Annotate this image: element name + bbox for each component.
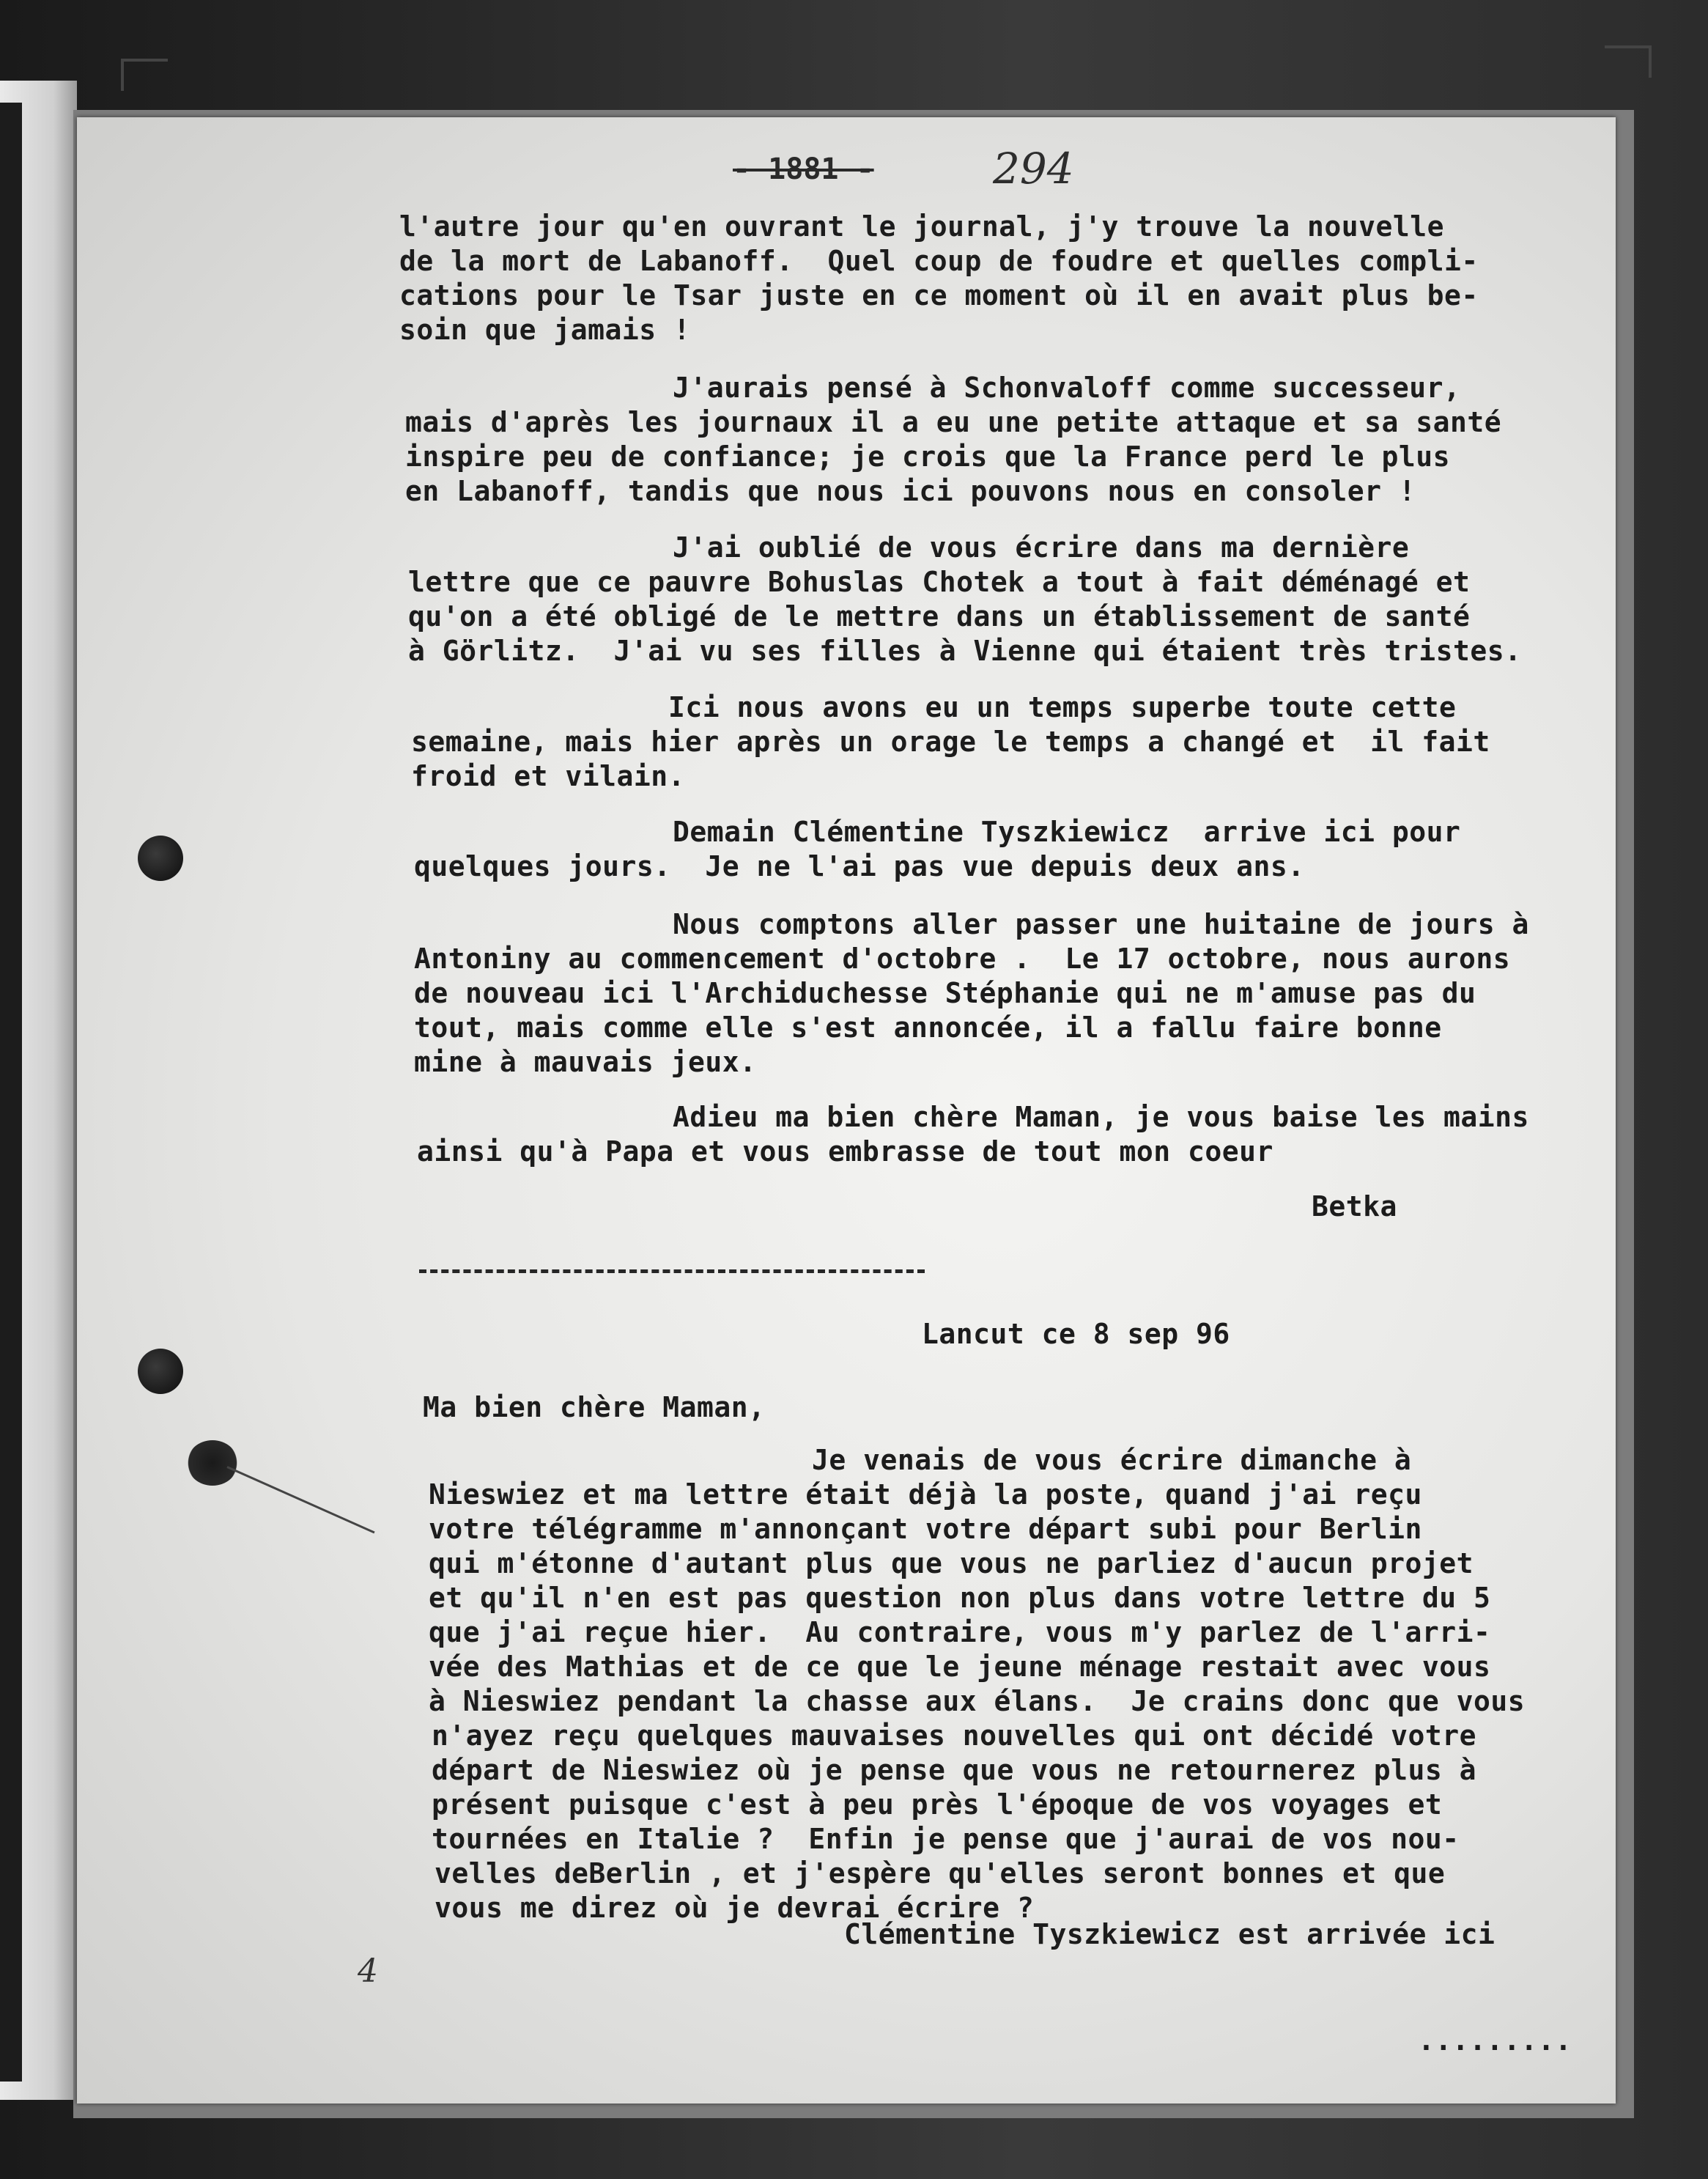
- continuation-dots: .........: [1418, 2024, 1572, 2057]
- text-line: qu'on a été obligé de le mettre dans un établissement de santé: [408, 600, 1471, 633]
- text-line: départ de Nieswiez où je pense que vous ne retournerez plus à: [432, 1754, 1477, 1786]
- text-line: cations pour le Tsar juste en ce moment où il en avait plus be-: [399, 279, 1479, 311]
- text-line: inspire peu de confiance; je crois que la France perd le plus: [405, 440, 1451, 473]
- text-line: quelques jours. Je ne l'ai pas vue depuis deux ans.: [414, 850, 1305, 882]
- text-line: J'ai oublié de vous écrire dans ma dernière: [673, 531, 1410, 564]
- text-line: lettre que ce pauvre Bohuslas Chotek a tout à fait déménagé et: [408, 566, 1471, 598]
- text-line: présent puisque c'est à peu près l'époque de vos voyages et: [432, 1788, 1443, 1821]
- crop-mark-top-left: [121, 59, 168, 91]
- text-line: Adieu ma bien chère Maman, je vous baise les mains: [673, 1101, 1529, 1133]
- text-line: n'ayez reçu quelques mauvaises nouvelles qui ont décidé votre: [432, 1719, 1477, 1752]
- binding-spine: [0, 103, 22, 2082]
- text-line: mine à mauvais jeux.: [414, 1046, 757, 1078]
- text-line: votre télégramme m'annonçant votre départ subi pour Berlin: [429, 1513, 1422, 1545]
- text-line: Antoniny au commencement d'octobre . Le 17 octobre, nous aurons: [414, 943, 1511, 975]
- text-line: Je venais de vous écrire dimanche à: [812, 1444, 1412, 1476]
- text-line: Demain Clémentine Tyszkiewicz arrive ici pour: [673, 816, 1461, 848]
- text-line: vous me direz où je devrai écrire ?: [435, 1892, 1035, 1924]
- text-line: en Labanoff, tandis que nous ici pouvons nous en consoler !: [405, 475, 1416, 507]
- text-line: soin que jamais !: [399, 314, 691, 346]
- old-page-number: - 1881 -: [733, 152, 874, 186]
- signature: Betka: [1312, 1190, 1397, 1223]
- crop-mark-top-right: [1605, 45, 1652, 78]
- text-line: Ici nous avons eu un temps superbe toute cette: [668, 691, 1457, 723]
- text-line: mais d'après les journaux il a eu une petite attaque et sa santé: [405, 406, 1502, 438]
- text-line: Nous comptons aller passer une huitaine de jours à: [673, 908, 1529, 940]
- text-line: Nieswiez et ma lettre était déjà la poste, quand j'ai reçu: [429, 1478, 1422, 1511]
- salutation: Ma bien chère Maman,: [423, 1391, 766, 1423]
- text-line: ainsi qu'à Papa et vous embrasse de tout mon coeur: [417, 1135, 1273, 1168]
- date-line: Lancut ce 8 sep 96: [922, 1318, 1230, 1350]
- handwritten-page-number: 294: [993, 144, 1074, 193]
- text-line: froid et vilain.: [411, 760, 686, 792]
- text-line: à Görlitz. J'ai vu ses filles à Vienne qui étaient très tristes.: [408, 635, 1522, 667]
- punch-hole-upper: [138, 836, 183, 881]
- text-line: à Nieswiez pendant la chasse aux élans. Je crains donc que vous: [429, 1685, 1526, 1717]
- text-line: semaine, mais hier après un orage le temps a changé et il fait: [411, 726, 1490, 758]
- separator-rule: [419, 1269, 925, 1273]
- text-line: que j'ai reçue hier. Au contraire, vous m'y parlez de l'arri-: [429, 1616, 1491, 1648]
- text-line: de la mort de Labanoff. Quel coup de foudre et quelles compli-: [399, 245, 1479, 277]
- text-line: velles deBerlin , et j'espère qu'elles seront bonnes et que: [435, 1857, 1446, 1889]
- margin-mark: 4: [358, 1953, 378, 1990]
- text-line: tout, mais comme elle s'est annoncée, il a fallu faire bonne: [414, 1011, 1442, 1044]
- text-line: Clémentine Tyszkiewicz est arrivée ici: [844, 1918, 1496, 1950]
- text-line: de nouveau ici l'Archiduchesse Stéphanie qui ne m'amuse pas du: [414, 977, 1476, 1009]
- punch-hole-lower: [138, 1349, 183, 1394]
- text-line: qui m'étonne d'autant plus que vous ne parliez d'aucun projet: [429, 1547, 1474, 1579]
- text-line: vée des Mathias et de ce que le jeune ménage restait avec vous: [429, 1651, 1491, 1683]
- text-line: et qu'il n'en est pas question non plus dans votre lettre du 5: [429, 1582, 1491, 1614]
- text-line: tournées en Italie ? Enfin je pense que j'aurai de vos nou-: [432, 1823, 1460, 1855]
- text-line: J'aurais pensé à Schonvaloff comme successeur,: [673, 372, 1461, 404]
- ink-blot: [187, 1440, 238, 1486]
- text-line: l'autre jour qu'en ouvrant le journal, j'y trouve la nouvelle: [399, 210, 1445, 243]
